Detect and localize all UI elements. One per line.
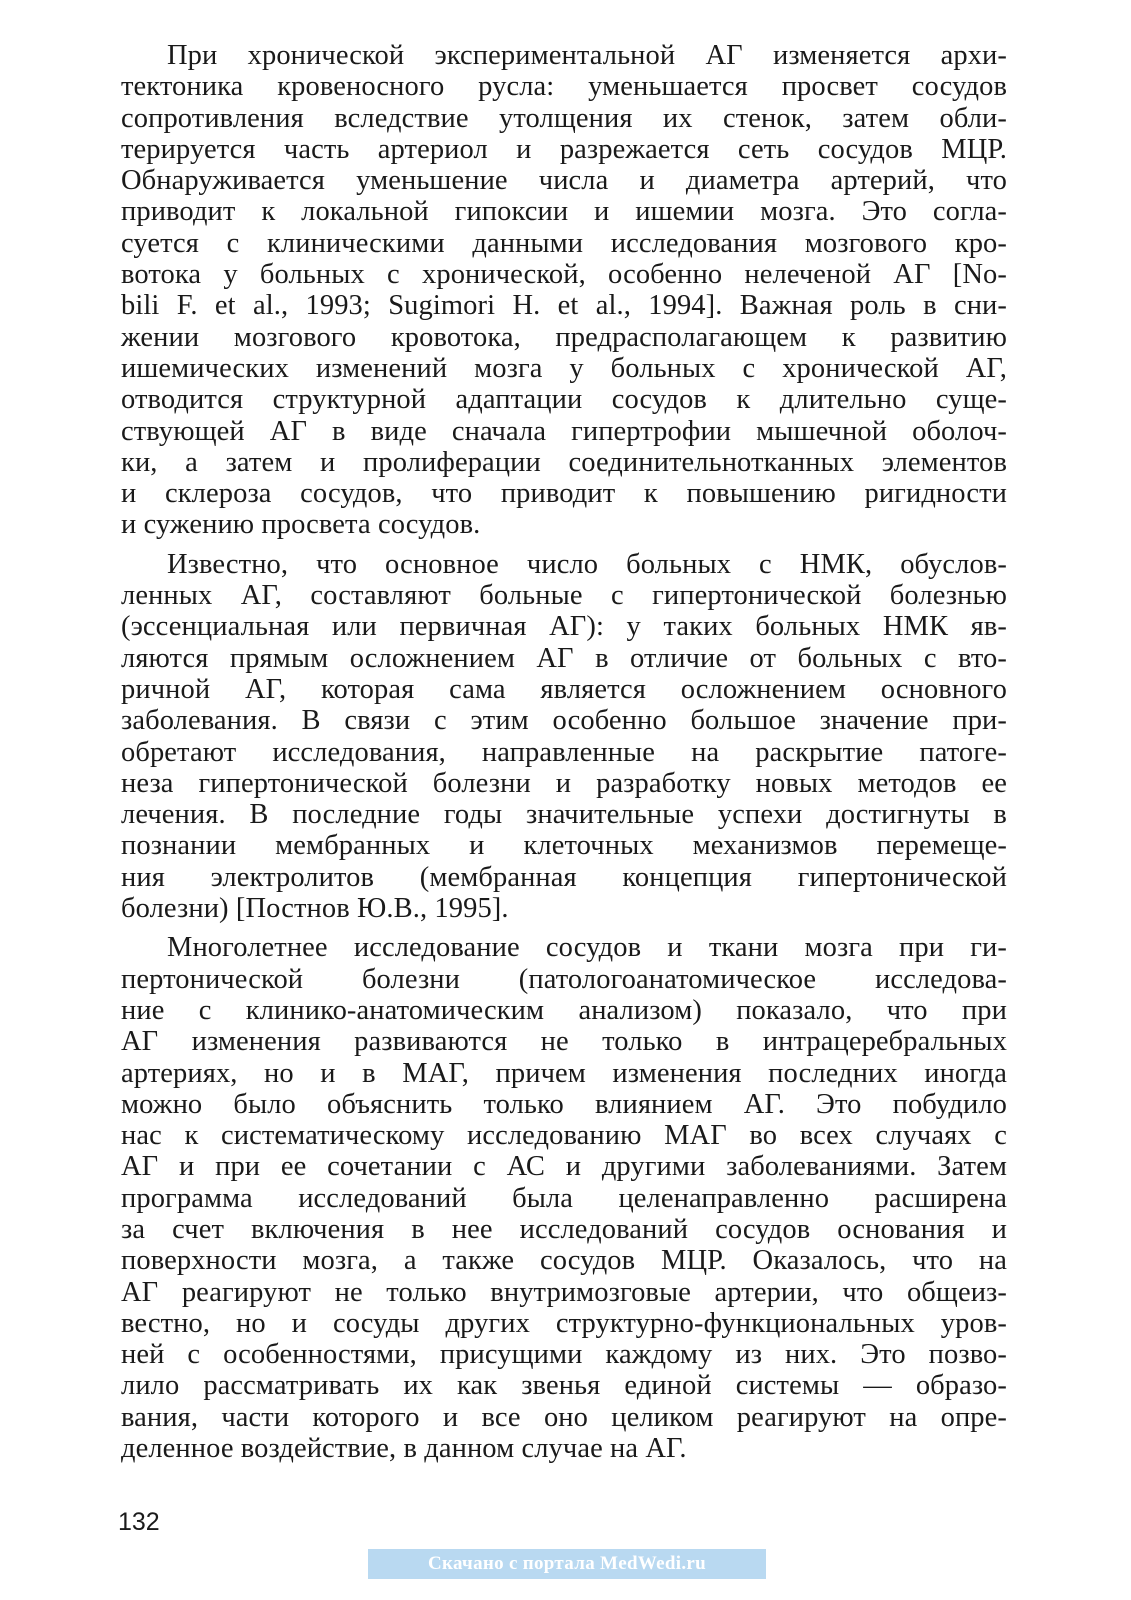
text-line: ленных АГ, составляют больные с гипертонической болезнью xyxy=(121,580,1007,612)
text-line: Обнаруживается уменьшение числа и диаметра артерий, что xyxy=(121,165,1007,197)
text-line: болезни) [Постнов Ю.В., 1995]. xyxy=(121,893,509,925)
text-line: суется с клиническими данными исследования мозгового кро- xyxy=(121,227,1007,259)
watermark-banner: Скачано с портала MedWedi.ru xyxy=(368,1549,766,1579)
text-line: заболевания. В связи с этим особенно большое значение при- xyxy=(121,705,1007,737)
text-line: АГ реагируют не только внутримозговые артерии, что общеиз- xyxy=(121,1276,1007,1308)
text-line: ляются прямым осложнением АГ в отличие от больных с вто- xyxy=(121,642,1007,674)
text-line: поверхности мозга, а также сосудов МЦР. Оказалось, что на xyxy=(121,1245,1007,1277)
text-line: приводит к локальной гипоксии и ишемии мозга. Это согла- xyxy=(121,196,1007,228)
text-line: отводится структурной адаптации сосудов к длительно суще- xyxy=(121,384,1007,416)
text-line: познании мембранных и клеточных механизмов перемеще- xyxy=(121,830,1007,862)
text-line: вотока у больных с хронической, особенно нелеченой АГ [No- xyxy=(121,259,1007,291)
text-line: ней с особенностями, присущими каждому из них. Это позво- xyxy=(121,1339,1007,1371)
text-line: ричной АГ, которая сама является осложнением основного xyxy=(121,673,1007,705)
text-line: АГ и при ее сочетании с АС и другими заболеваниями. Затем xyxy=(121,1151,1007,1183)
text-line: ние с клинико-анатомическим анализом) показало, что при xyxy=(121,994,1007,1026)
text-line: ствующей АГ в виде сначала гипертрофии мышечной оболоч- xyxy=(121,415,1007,447)
text-line: программа исследований была целенаправленно расширена xyxy=(121,1182,1007,1214)
text-line: и сужению просвета сосудов. xyxy=(121,509,481,541)
paragraph xyxy=(121,932,1007,1464)
text-line: Известно, что основное число больных с НМК, обуслов- xyxy=(167,548,1007,580)
text-line: Многолетнее исследование сосудов и ткани мозга при ги- xyxy=(167,932,1007,964)
text-line: bili F. et al., 1993; Sugimori H. et al., 1994]. Важная роль в сни- xyxy=(121,290,1007,322)
text-line: лило рассматривать их как звенья единой системы — образо- xyxy=(121,1370,1007,1402)
text-line: артериях, но и в МАГ, причем изменения последних иногда xyxy=(121,1057,1007,1089)
text-line: АГ изменения развиваются не только в интрацеребральных xyxy=(121,1026,1007,1058)
text-line: жении мозгового кровотока, предрасполагающем к развитию xyxy=(121,321,1007,353)
text-line: пертонической болезни (патологоанатомическое исследова- xyxy=(121,963,1007,995)
text-line: нас к систематическому исследованию МАГ во всех случаях с xyxy=(121,1120,1007,1152)
text-line: деленное воздействие, в данном случае на АГ. xyxy=(121,1433,687,1465)
text-line: терируется часть артериол и разрежается сеть сосудов МЦР. xyxy=(121,133,1007,165)
text-line: неза гипертонической болезни и разработку новых методов ее xyxy=(121,767,1007,799)
text-line: и склероза сосудов, что приводит к повышению ригидности xyxy=(121,478,1007,510)
text-line: вестно, но и сосуды других структурно-функциональных уров- xyxy=(121,1307,1007,1339)
text-line: вания, части которого и все оно целиком реагируют на опре- xyxy=(121,1401,1007,1433)
text-line: можно было объяснить только влиянием АГ. Это побудило xyxy=(121,1088,1007,1120)
text-line: тектоника кровеносного русла: уменьшается просвет сосудов xyxy=(121,71,1007,103)
text-line: ишемических изменений мозга у больных с хронической АГ, xyxy=(121,352,1007,384)
paragraph xyxy=(121,549,1007,925)
text-line: за счет включения в нее исследований сосудов основания и xyxy=(121,1213,1007,1245)
paragraph xyxy=(121,40,1007,541)
text-line: лечения. В последние годы значительные успехи достигнуты в xyxy=(121,799,1007,831)
text-line: ки, а затем и пролиферации соединительнотканных элементов xyxy=(121,446,1007,478)
text-line: (эссенциальная или первичная АГ): у таких больных НМК яв- xyxy=(121,611,1007,643)
text-line: сопротивления вследствие утолщения их стенок, затем обли- xyxy=(121,102,1007,134)
text-line: При хронической экспериментальной АГ изменяется архи- xyxy=(167,40,1007,71)
page-number: 132 xyxy=(118,1508,160,1536)
text-line: ния электролитов (мембранная концепция гипертонической xyxy=(121,861,1007,893)
text-body xyxy=(121,40,1007,1464)
text-line: обретают исследования, направленные на раскрытие патоге- xyxy=(121,736,1007,768)
